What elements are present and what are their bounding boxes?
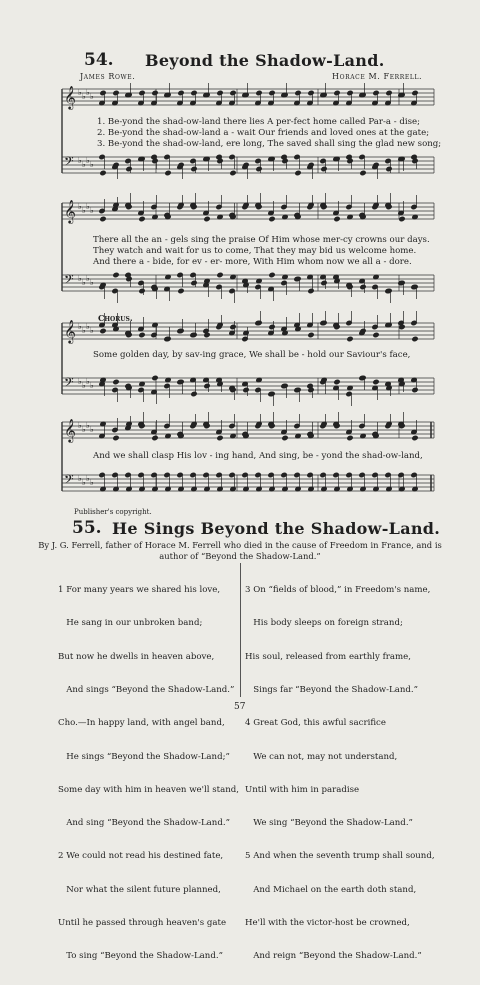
hymn-54-number: 54.: [84, 50, 114, 70]
svg-text:♭: ♭: [78, 274, 82, 283]
hymn-55-left-column: [58, 563, 239, 985]
hymn-55-title: He Sings Beyond the Shadow-Land.: [112, 519, 441, 538]
hymn-55-byline: By J. G. Ferrell, father of Horace M. Ferrell who died in the cause of Freedom in France, and is author of “Beyond the Shadow-Land.”: [38, 540, 442, 561]
svg-text:♭: ♭: [90, 425, 94, 434]
verse-line: He sings “Beyond the Shadow-Land;”: [58, 751, 230, 762]
system2-lyric-verse2: They watch and wait for us to come, That they may bid us welcome home.: [93, 246, 417, 256]
chorus-label: Chorus.: [98, 313, 133, 323]
column-divider: [240, 563, 241, 697]
verse-line: 1 For many years we shared his love,: [58, 585, 221, 596]
verse-line: Some day with him in heaven we'll stand,: [58, 784, 239, 795]
svg-text:♭: ♭: [90, 160, 94, 169]
page-number: 57: [234, 702, 246, 712]
svg-text:𝄞: 𝄞: [64, 199, 76, 223]
svg-text:𝄢: 𝄢: [64, 272, 74, 290]
svg-text:♭: ♭: [86, 322, 90, 331]
chorus-lyric-line2: And we shall clasp His lov - ing hand, And sing, be - yond the shad-ow-land,: [93, 451, 423, 461]
svg-text:♭: ♭: [82, 206, 86, 215]
verse-line: To sing “Beyond the Shadow-Land.”: [58, 951, 223, 962]
verse-line: His body sleeps on foreign strand;: [245, 618, 403, 629]
svg-text:♭: ♭: [86, 274, 90, 283]
hymn-54-author: James Rowe.: [80, 72, 136, 81]
hymn-54-title: Beyond the Shadow-Land.: [145, 51, 385, 70]
verse-line: 4 Great God, this awful sacrifice: [245, 718, 386, 729]
svg-text:♭: ♭: [82, 425, 86, 434]
system2-lyric-verse1: There all the an - gels sing the praise Of Him whose mer-cy crowns our days.: [93, 235, 430, 245]
verse-line: Cho.—In happy land, with angel band,: [58, 718, 225, 729]
svg-text:♭: ♭: [82, 381, 86, 390]
hymn-54-composer: Horace M. Ferrell.: [332, 72, 423, 81]
verse-line: His soul, released from earthly frame,: [245, 651, 411, 662]
svg-text:♭: ♭: [78, 156, 82, 165]
svg-text:♭: ♭: [90, 92, 94, 101]
verse-line: Sings far “Beyond the Shadow-Land.”: [245, 685, 419, 696]
verse-line: 2 We could not read his destined fate,: [58, 851, 224, 862]
svg-text:♭: ♭: [82, 92, 86, 101]
verse-line: And sings “Beyond the Shadow-Land.”: [58, 685, 235, 696]
svg-text:♭: ♭: [78, 322, 82, 331]
verse-line: And reign “Beyond the Shadow-Land.”: [245, 951, 422, 962]
svg-text:♭: ♭: [86, 421, 90, 430]
svg-text:♭: ♭: [82, 160, 86, 169]
svg-text:♭: ♭: [90, 278, 94, 287]
svg-text:♭: ♭: [78, 474, 82, 483]
hymn-55-number: 55.: [72, 518, 102, 538]
svg-text:𝄢: 𝄢: [64, 472, 74, 490]
svg-text:♭: ♭: [78, 88, 82, 97]
verse-line: Until he passed through heaven's gate: [58, 918, 227, 928]
svg-text:♭: ♭: [82, 326, 86, 335]
svg-text:𝄞: 𝄞: [64, 418, 76, 442]
svg-text:♭: ♭: [86, 156, 90, 165]
verse-line: We can not, may not understand,: [245, 751, 398, 762]
verse-line: He'll with the victor-host be crowned,: [245, 918, 410, 928]
verse-line: Nor what the silent future planned,: [58, 884, 221, 895]
svg-text:♭: ♭: [86, 474, 90, 483]
verse-line: And sing “Beyond the Shadow-Land.”: [58, 818, 230, 829]
svg-text:♭: ♭: [78, 202, 82, 211]
system1-lyric-verse3: 3. Be-yond the shad-ow-land, ere long, The saved shall sing the glad new song;: [97, 139, 442, 149]
system1-lyric-verse1: 1. Be-yond the shad-ow-land there lies A per-fect home called Par-a - dise;: [97, 117, 420, 127]
svg-text:♭: ♭: [90, 326, 94, 335]
chorus-lyric-line1: Some golden day, by sav-ing grace, We shall be - hold our Saviour's face,: [93, 350, 411, 360]
svg-text:♭: ♭: [90, 381, 94, 390]
verse-line: Until with him in paradise: [245, 784, 360, 795]
svg-text:♭: ♭: [78, 377, 82, 386]
svg-text:♭: ♭: [82, 278, 86, 287]
svg-text:𝄞: 𝄞: [64, 85, 76, 109]
svg-text:𝄢: 𝄢: [64, 375, 74, 393]
svg-text:♭: ♭: [86, 377, 90, 386]
verse-line: And Michael on the earth doth stand,: [245, 884, 417, 895]
system2-lyric-verse3: And there a - bide, for ev - er- more, With Him whom now we all a - dore.: [93, 257, 412, 267]
verse-line: He sang in our unbroken band;: [58, 618, 203, 629]
svg-text:♭: ♭: [86, 88, 90, 97]
svg-text:♭: ♭: [82, 478, 86, 487]
svg-text:𝄞: 𝄞: [64, 319, 76, 343]
svg-text:𝄢: 𝄢: [64, 154, 74, 172]
system1-lyric-verse2: 2. Be-yond the shad-ow-land a - wait Our friends and loved ones at the gate;: [97, 128, 430, 138]
verse-line: 5 And when the seventh trump shall sound,: [245, 851, 435, 862]
svg-text:♭: ♭: [86, 202, 90, 211]
svg-text:♭: ♭: [90, 478, 94, 487]
svg-text:♭: ♭: [78, 421, 82, 430]
verse-line: We sing “Beyond the Shadow-Land.”: [245, 818, 413, 829]
svg-text:♭: ♭: [90, 206, 94, 215]
hymn-55-right-column: [245, 563, 435, 985]
verse-line: 3 On “fields of blood,” in Freedom's name,: [245, 585, 431, 596]
copyright-note: Publisher's copyright.: [74, 508, 152, 516]
verse-line: But now he dwells in heaven above,: [58, 651, 215, 662]
